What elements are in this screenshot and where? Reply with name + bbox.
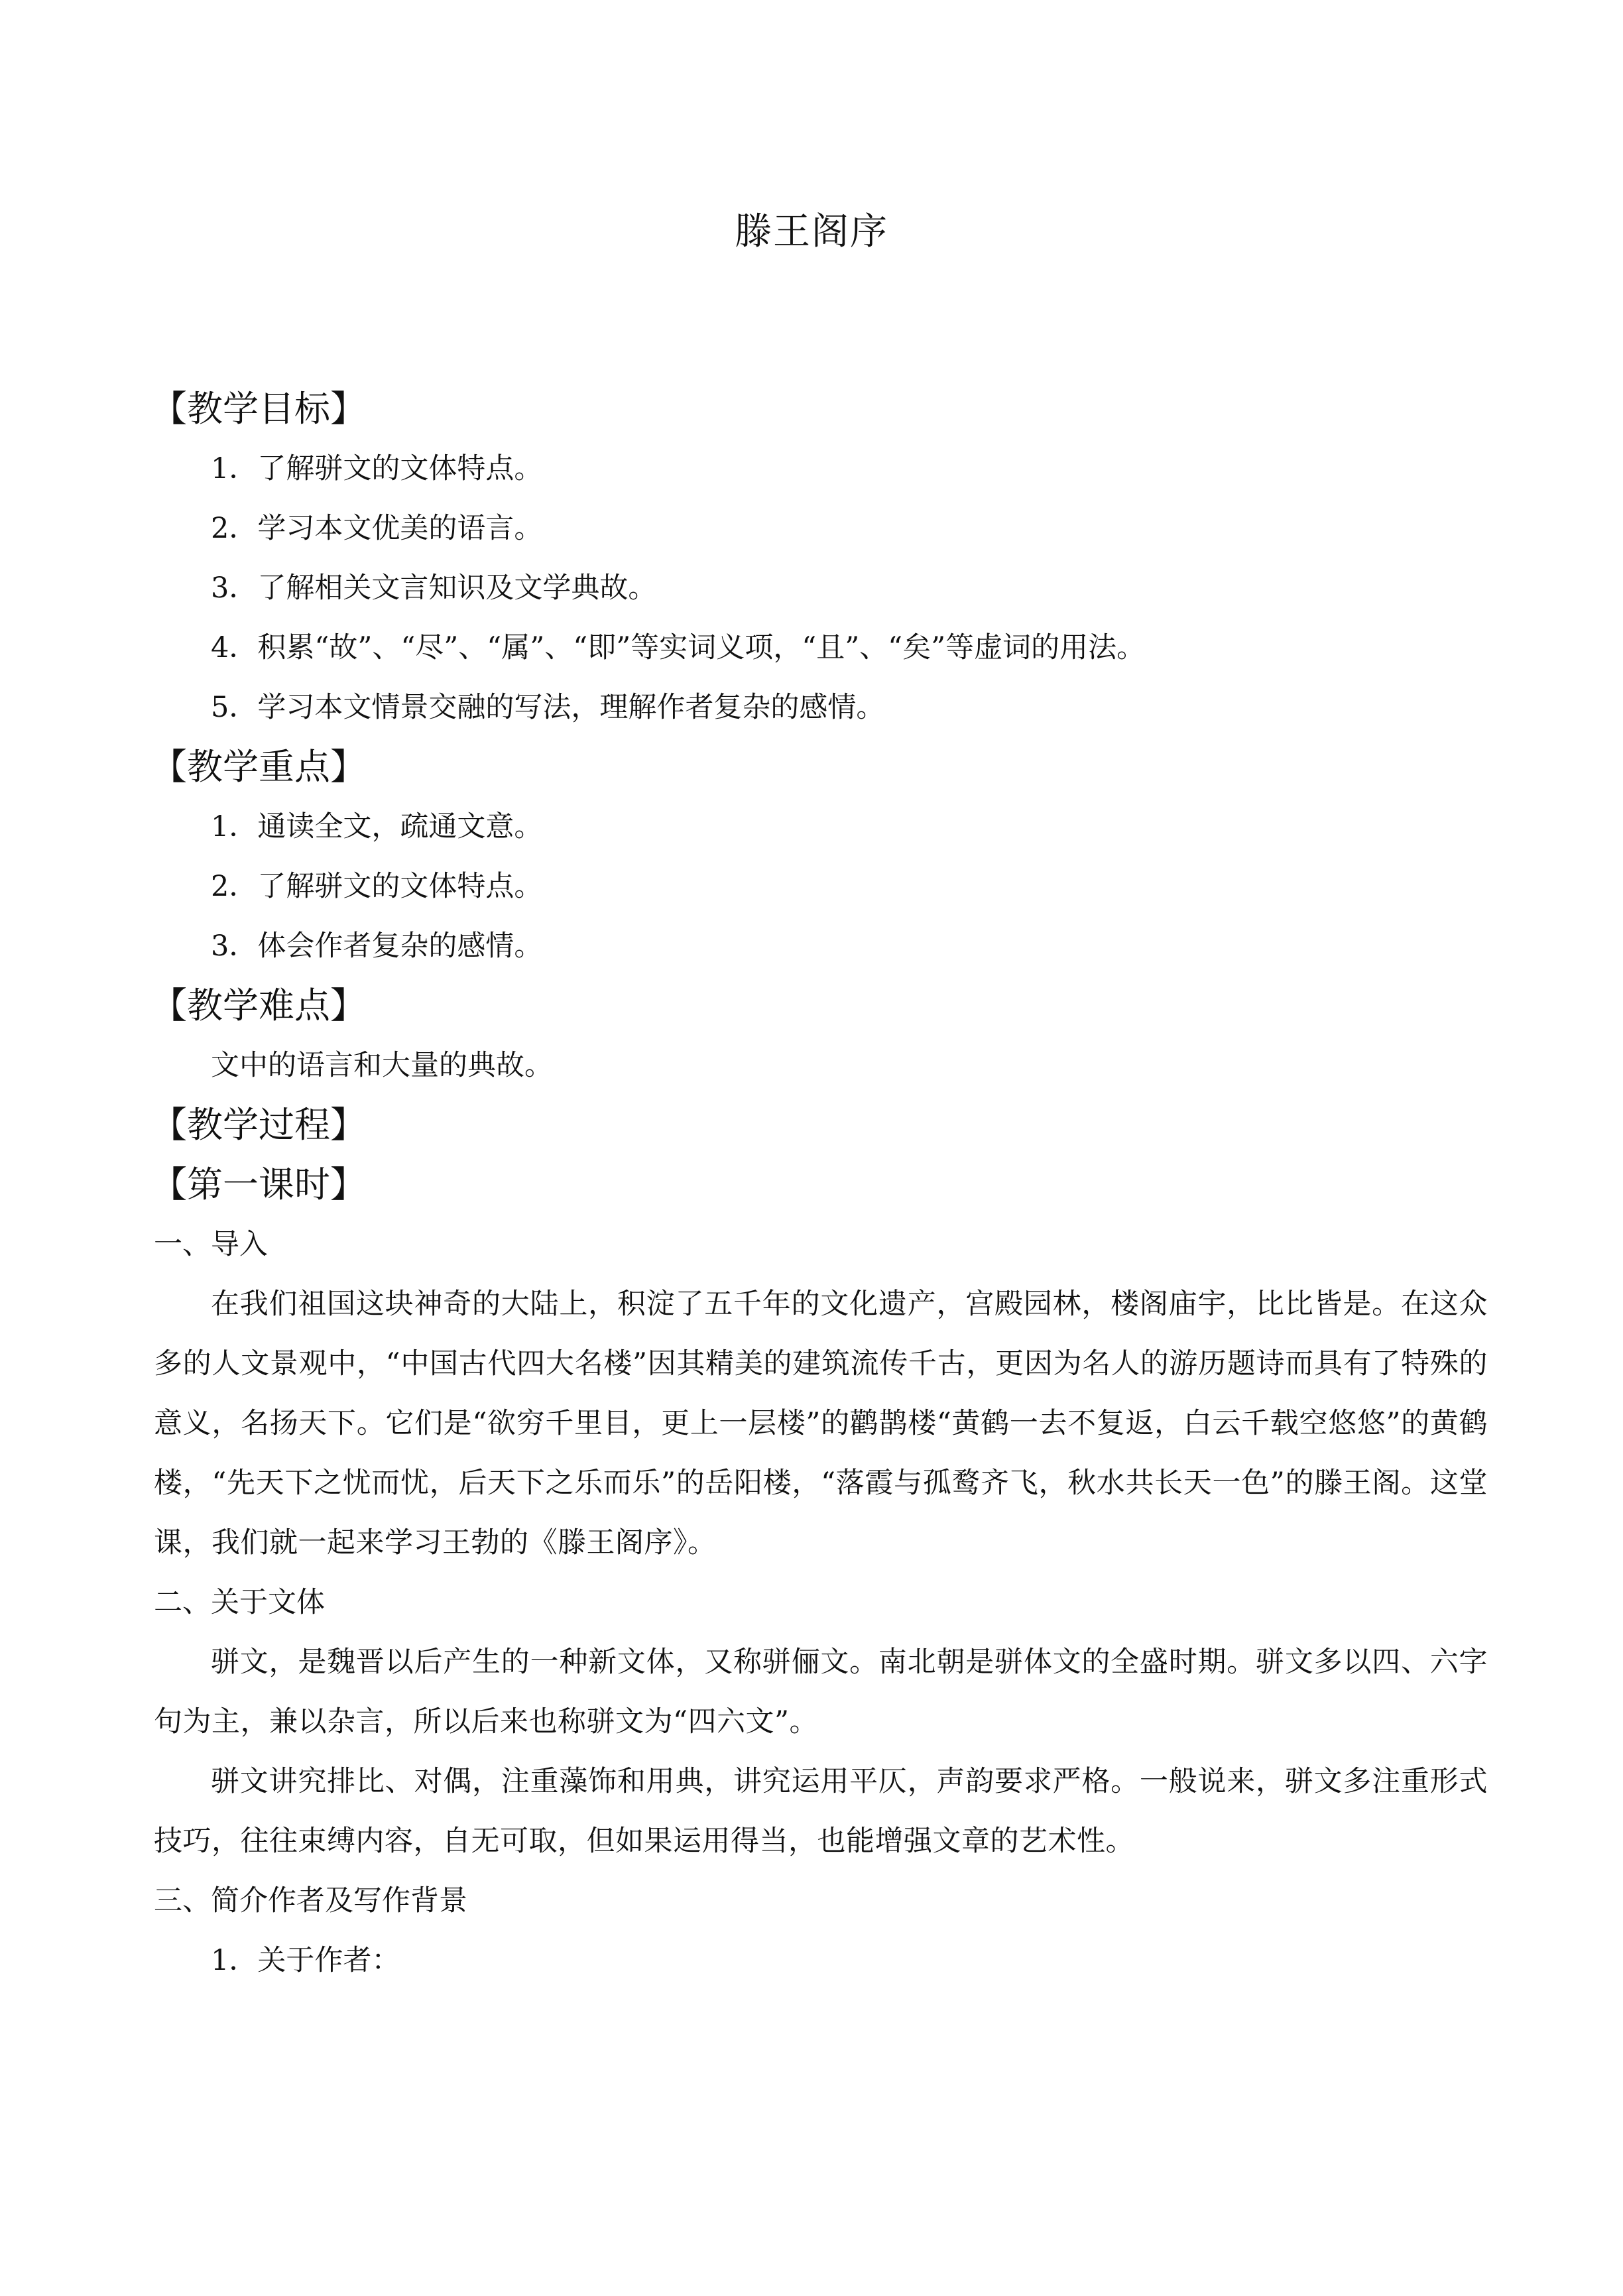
key-point-item-3: 3．体会作者复杂的感情。 [211,930,543,963]
genre-paragraph-2: 骈文讲究排比、对偶，注重藻饰和用典，讲究运用平仄，声韵要求严格。一般说来，骈文多注重形式技巧，往往束缚内容，自无可取，但如果运用得当，也能增强文章的艺术性。 [154,1765,1488,1858]
intro-paragraph: 在我们祖国这块神奇的大陆上，积淀了五千年的文化遗产，宫殿园林，楼阁庙宇，比比皆是。在这众多的人文景观中，“中国古代四大名楼”因其精美的建筑流传千古，更因为名人的游历题诗而具有了特殊的意义，名扬天下。它们是“欲穷千里目，更上一层楼”的鹳鹊楼“黄鹤一去不复返，白云千载空悠悠”的黄鹤楼，“先天下之忧而忧，后天下之乐而乐”的岳阳楼，“落霞与孤鹜齐飞，秋水共长天一色”的滕王阁。这堂课，我们就一起来学习王勃的《滕王阁序》。 [154,1288,1488,1559]
section-genre-title: 二、关于文体 [154,1586,325,1619]
genre-paragraph-1: 骈文，是魏晋以后产生的一种新文体，又称骈俪文。南北朝是骈体文的全盛时期。骈文多以四、六字句为主，兼以杂言，所以后来也称骈文为“四六文”。 [154,1646,1488,1738]
heading-teaching-process: 【教学过程】 [151,1104,366,1146]
goal-item-2: 2．学习本文优美的语言。 [211,512,543,545]
key-point-item-1: 1．通读全文，疏通文意。 [211,810,543,843]
heading-difficulties: 【教学难点】 [151,985,366,1026]
page-title: 滕王阁序 [735,210,888,253]
key-point-item-2: 2．了解骈文的文体特点。 [211,870,543,903]
section-intro-title: 一、导入 [154,1228,268,1261]
goal-item-4: 4．积累“故”、“尽”、“属”、“即”等实词义项，“且”、“矣”等虚词的用法。 [211,631,1146,664]
goal-item-5: 5．学习本文情景交融的写法，理解作者复杂的感情。 [211,691,885,724]
heading-lesson-one: 【第一课时】 [151,1164,366,1205]
difficulty-text: 文中的语言和大量的典故。 [211,1049,553,1082]
heading-teaching-goals: 【教学目标】 [151,388,366,430]
heading-key-points: 【教学重点】 [151,746,366,788]
goal-item-1: 1．了解骈文的文体特点。 [211,452,543,485]
goal-item-3: 3．了解相关文言知识及文学典故。 [211,572,657,605]
document-body [151,379,1488,1990]
section-author-title: 三、简介作者及写作背景 [154,1884,467,1917]
author-subheading: 1．关于作者： [211,1944,400,1977]
